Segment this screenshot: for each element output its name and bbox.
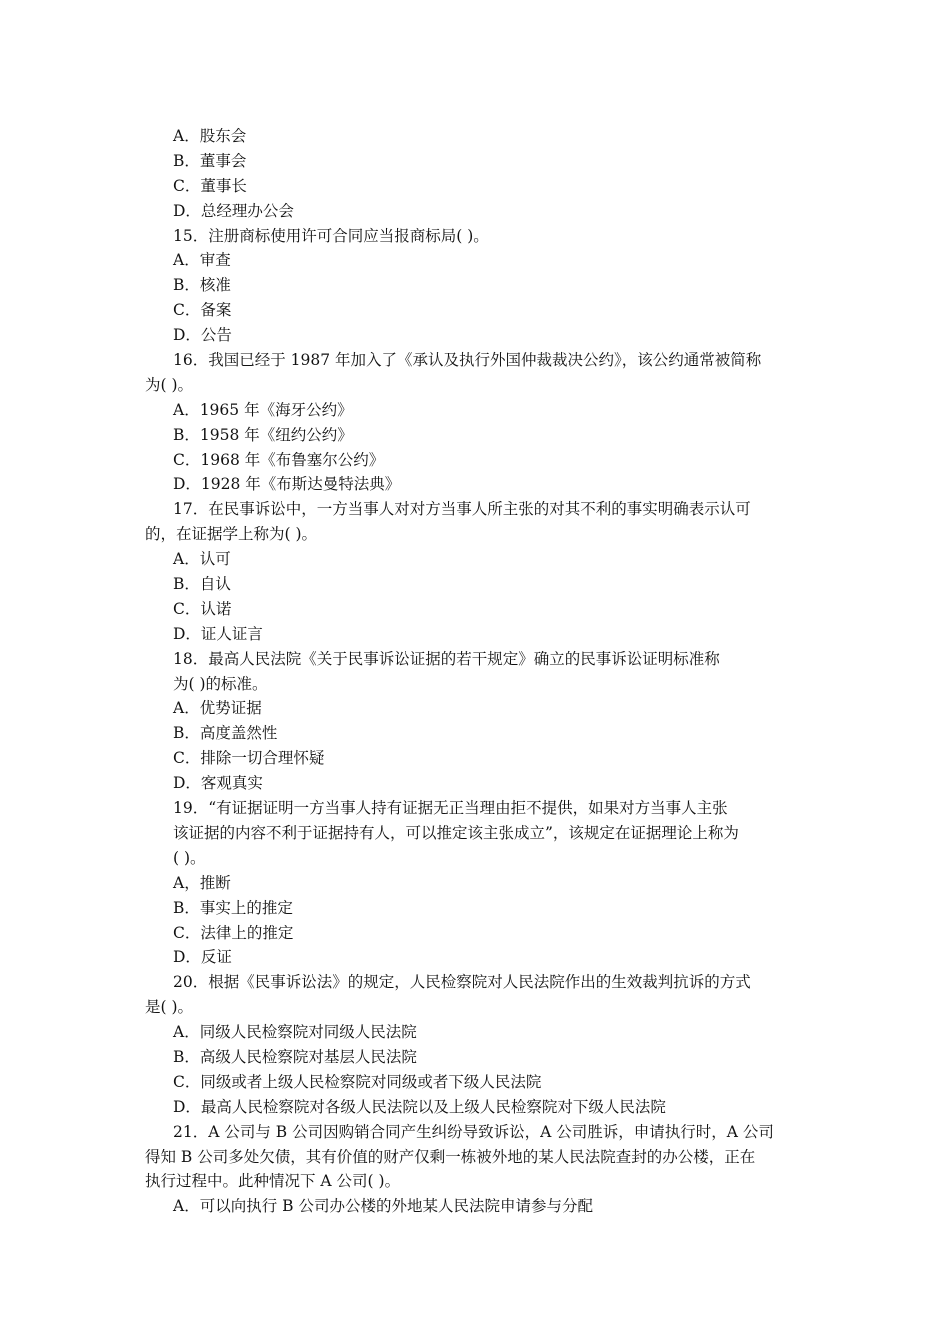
text-line: A．审查 bbox=[173, 251, 231, 270]
text-line: C．1968 年《布鲁塞尔公约》 bbox=[173, 450, 385, 469]
text-line: C．法律上的推定 bbox=[173, 923, 294, 942]
text-line: A．优势证据 bbox=[173, 699, 262, 718]
text-line: A．股东会 bbox=[173, 127, 247, 145]
document-body bbox=[145, 124, 810, 1219]
text-line: C．认诺 bbox=[173, 599, 232, 618]
text-line: 执行过程中。此种情况下 A 公司( )。 bbox=[145, 1172, 401, 1191]
text-line: ( )。 bbox=[173, 848, 206, 867]
text-line: D．客观真实 bbox=[173, 774, 263, 793]
text-line: D．1928 年《布斯达曼特法典》 bbox=[173, 475, 401, 494]
text-line: D．证人证言 bbox=[173, 624, 263, 643]
text-line: 20．根据《民事诉讼法》的规定，人民检察院对人民法院作出的生效裁判抗诉的方式 bbox=[173, 973, 751, 992]
text-line: 为( )的标准。 bbox=[173, 674, 268, 693]
text-line: B．自认 bbox=[173, 575, 231, 594]
text-line: C．排除一切合理怀疑 bbox=[173, 749, 325, 768]
text-line: 16．我国已经于 1987 年加入了《承认及执行外国仲裁裁决公约》，该公约通常被简称 bbox=[173, 351, 762, 370]
text-line: C．备案 bbox=[173, 301, 232, 320]
text-line: 得知 B 公司多处欠债，其有价值的财产仅剩一栋被外地的某人民法院查封的办公楼，正在 bbox=[145, 1147, 756, 1166]
text-line: A，推断 bbox=[173, 873, 231, 892]
text-line: 21．A 公司与 B 公司因购销合同产生纠纷导致诉讼，A 公司胜诉，申请执行时，A 公司 bbox=[173, 1122, 774, 1141]
text-line: C．同级或者上级人民检察院对同级或者下级人民法院 bbox=[173, 1072, 542, 1091]
text-line: B．核准 bbox=[173, 276, 231, 295]
text-line: D．总经理办公会 bbox=[173, 201, 294, 220]
text-line: B．1958 年《纽约公约》 bbox=[173, 425, 353, 444]
text-line: B．高度盖然性 bbox=[173, 724, 278, 743]
text-line: D．反证 bbox=[173, 948, 232, 967]
text-line: A．可以向执行 B 公司办公楼的外地某人民法院申请参与分配 bbox=[173, 1197, 593, 1216]
text-line: 17．在民事诉讼中，一方当事人对对方当事人所主张的对其不利的事实明确表示认可 bbox=[173, 500, 751, 519]
text-line: C．董事长 bbox=[173, 176, 247, 195]
text-line: B．董事会 bbox=[173, 151, 247, 170]
text-line: 该证据的内容不利于证据持有人，可以推定该主张成立”，该规定在证据理论上称为 bbox=[173, 823, 739, 842]
text-line: A．1965 年《海牙公约》 bbox=[173, 400, 353, 419]
text-line: 的，在证据学上称为( )。 bbox=[145, 525, 318, 544]
text-line: A．同级人民检察院对同级人民法院 bbox=[173, 1023, 417, 1042]
text-line: A．认可 bbox=[173, 550, 231, 569]
text-line: B．事实上的推定 bbox=[173, 898, 293, 917]
text-line: 18．最高人民法院《关于民事诉讼证据的若干规定》确立的民事诉讼证明标准称 bbox=[173, 649, 720, 668]
text-line: 为( )。 bbox=[145, 375, 194, 394]
text-line: 15．注册商标使用许可合同应当报商标局( )。 bbox=[173, 226, 489, 245]
text-line: D．公告 bbox=[173, 326, 232, 345]
text-line: D．最高人民检察院对各级人民法院以及上级人民检察院对下级人民法院 bbox=[173, 1097, 666, 1116]
text-line: B．高级人民检察院对基层人民法院 bbox=[173, 1047, 417, 1066]
text-line: 是( )。 bbox=[145, 998, 194, 1017]
text-line: 19．“有证据证明一方当事人持有证据无正当理由拒不提供，如果对方当事人主张 bbox=[173, 799, 728, 818]
